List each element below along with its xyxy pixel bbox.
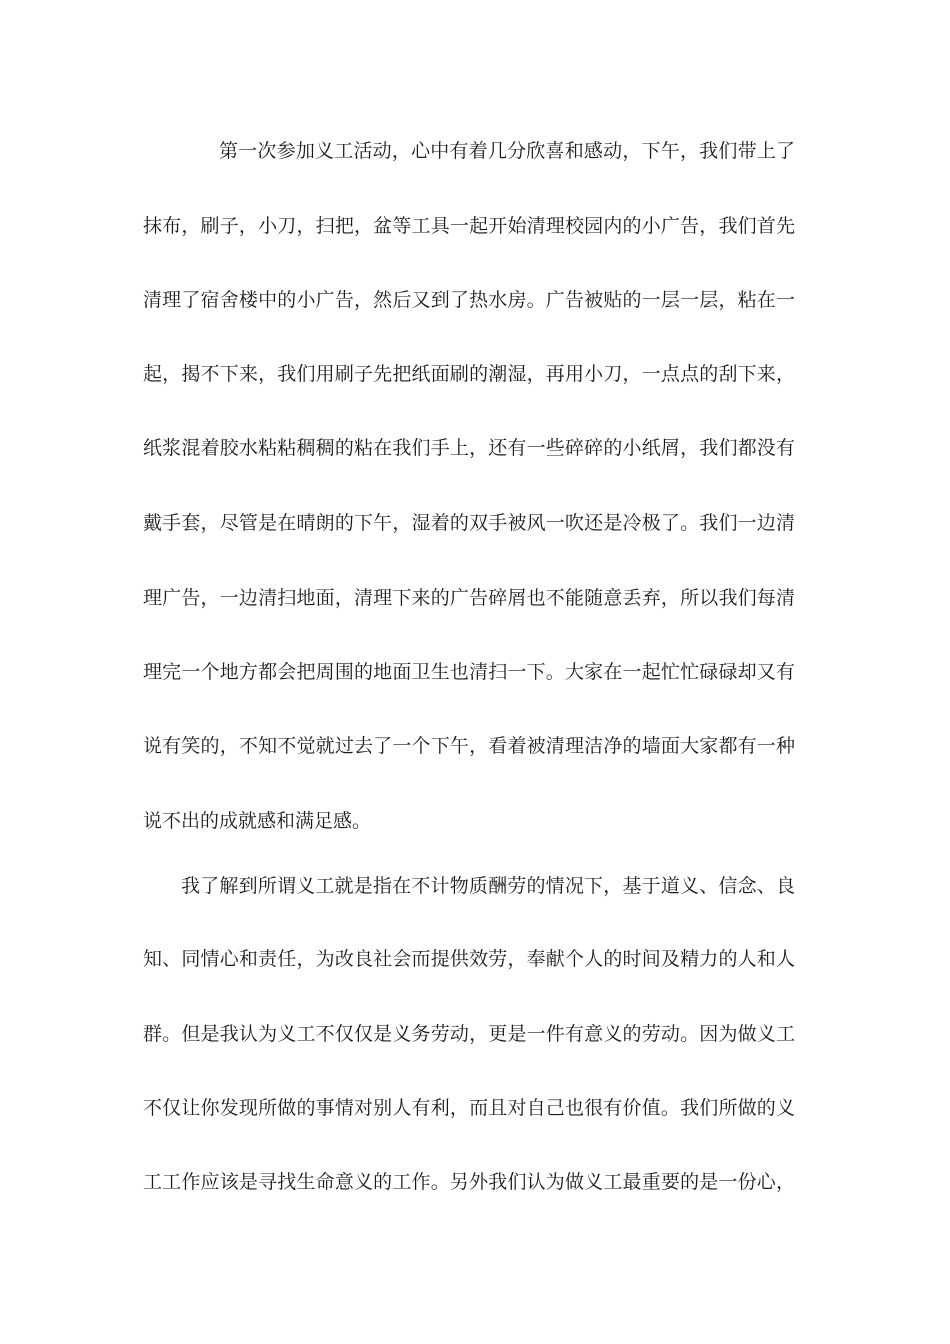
- text-line: 纸浆混着胶水粘粘稠稠的粘在我们手上，还有一些碎碎的小纸屑，我们都没有: [143, 437, 795, 459]
- text-line: 起，揭不下来，我们用刷子先把纸面刷的潮湿，再用小刀，一点点的刮下来，: [143, 363, 795, 385]
- text-line: 理完一个地方都会把周围的地面卫生也清扫一下。大家在一起忙忙碌碌却又有: [143, 661, 795, 683]
- text-line: 戴手套，尽管是在晴朗的下午，湿着的双手被风一吹还是冷极了。我们一边清: [143, 512, 795, 534]
- text-line: 说有笑的，不知不觉就过去了一个下午，看着被清理洁净的墙面大家都有一种: [143, 735, 795, 757]
- text-line: 工工作应该是寻找生命意义的工作。另外我们认为做义工最重要的是一份心，: [143, 1171, 795, 1193]
- text-line: 第一次参加义工活动，心中有着几分欣喜和感动，下午，我们带上了: [219, 140, 795, 162]
- text-line-last: 说不出的成就感和满足感。: [143, 810, 372, 832]
- text-line: 理广告，一边清扫地面，清理下来的广告碎屑也不能随意丢弃，所以我们每清: [143, 587, 795, 609]
- text-line: 群。但是我认为义工不仅仅是义务劳动，更是一件有意义的劳动。因为做义工: [143, 1023, 795, 1045]
- text-line: 清理了宿舍楼中的小广告，然后又到了热水房。广告被贴的一层一层，粘在一: [143, 289, 795, 311]
- text-line: 我了解到所谓义工就是指在不计物质酬劳的情况下，基于道义、信念、良: [181, 875, 795, 897]
- text-line: 知、同情心和责任，为改良社会而提供效劳，奉献个人的时间及精力的人和人: [143, 948, 795, 970]
- text-line: 抹布，刷子，小刀，扫把，盆等工具一起开始清理校园内的小广告，我们首先: [143, 215, 795, 237]
- text-line: 不仅让你发现所做的事情对别人有利，而且对自己也很有价值。我们所做的义: [143, 1097, 795, 1119]
